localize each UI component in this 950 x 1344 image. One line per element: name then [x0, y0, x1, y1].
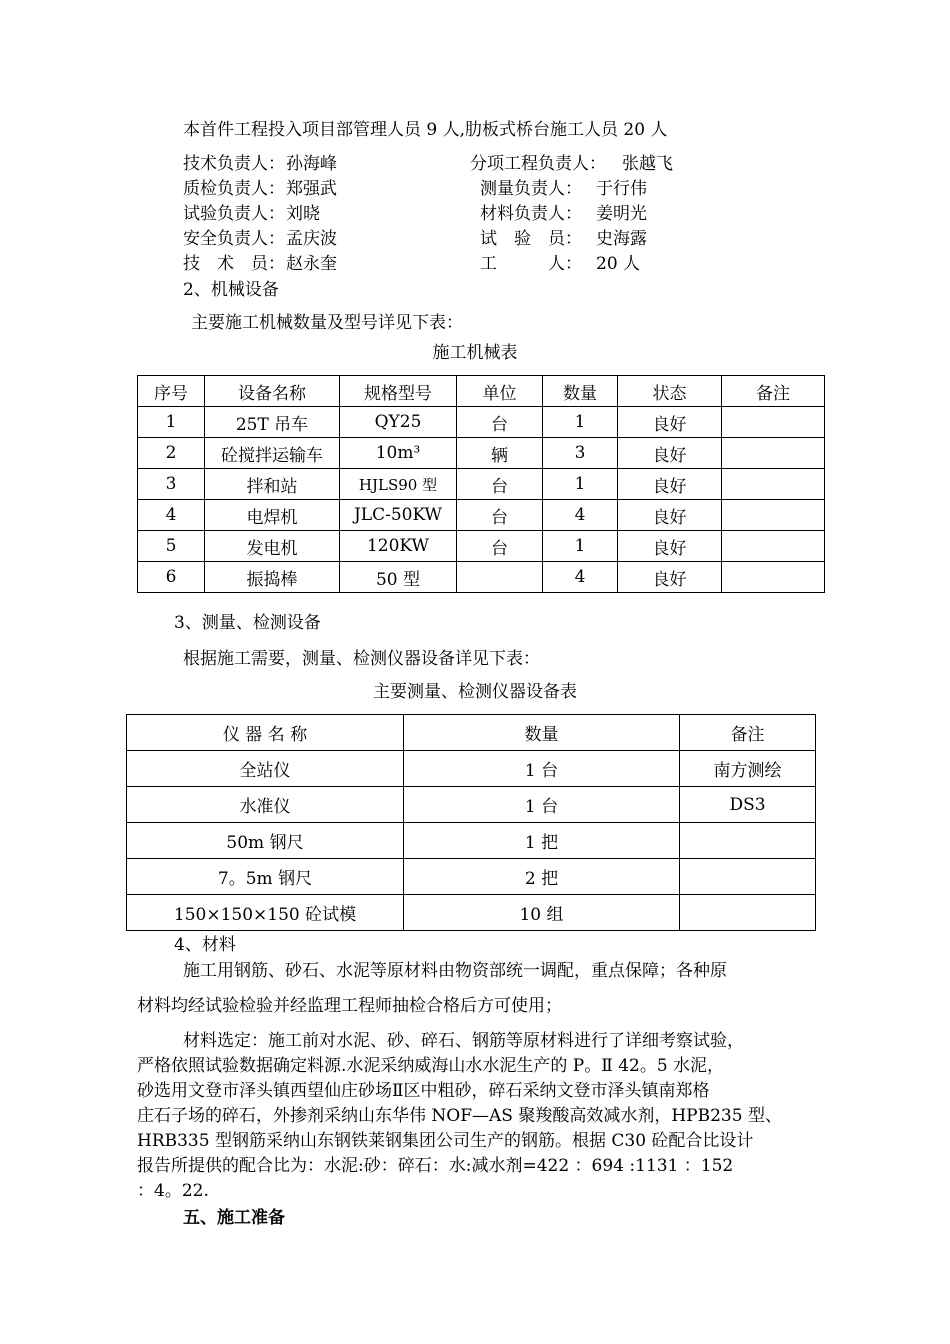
section-intro: 根据施工需要，测量、检测仪器设备详见下表： — [183, 649, 540, 669]
table-title: 施工机械表 — [432, 343, 518, 363]
table-cell: 120KW — [340, 531, 457, 562]
table-cell — [457, 562, 543, 593]
table-cell: 6 — [138, 562, 205, 593]
column-header: 备注 — [722, 376, 825, 407]
column-header: 状态 — [618, 376, 722, 407]
table-cell: 台 — [457, 500, 543, 531]
section-heading: 五、施工准备 — [183, 1208, 285, 1228]
table-cell: 水准仪 — [127, 787, 404, 823]
table-cell — [722, 407, 825, 438]
personnel-name: 郑强武 — [286, 179, 337, 199]
table-cell: 1 台 — [404, 751, 680, 787]
section-heading: 2、机械设备 — [183, 280, 279, 300]
instrument-table — [126, 714, 816, 931]
table-cell — [722, 500, 825, 531]
table-cell — [722, 469, 825, 500]
table-row — [138, 531, 825, 562]
table-cell: 3 — [138, 469, 205, 500]
table-cell: 5 — [138, 531, 205, 562]
personnel-name: 赵永奎 — [286, 254, 337, 274]
table-cell: 10m³ — [340, 438, 457, 469]
personnel-name: 20 人 — [596, 254, 641, 274]
section-intro: 主要施工机械数量及型号详见下表： — [191, 313, 463, 333]
table-row — [127, 751, 816, 787]
table-cell: 1 台 — [404, 787, 680, 823]
table-cell: 50m 钢尺 — [127, 823, 404, 859]
paragraph-line: 严格依照试验数据确定料源.水泥采纳威海山水水泥生产的 P。Ⅱ 42。5 水泥， — [137, 1056, 725, 1076]
personnel-name: 孙海峰 — [286, 154, 337, 174]
machinery-table — [137, 375, 825, 593]
table-cell — [680, 859, 816, 895]
table-row — [127, 859, 816, 895]
paragraph-line: 报告所提供的配合比为：水泥:砂：碎石：水:减水剂=422 ：694 :1131 ：152 — [137, 1156, 734, 1176]
table-cell: 3 — [543, 438, 618, 469]
column-header: 单位 — [457, 376, 543, 407]
column-header: 数量 — [543, 376, 618, 407]
table-cell: 7。5m 钢尺 — [127, 859, 404, 895]
paragraph-line: 施工用钢筋、砂石、水泥等原材料由物资部统一调配，重点保障；各种原 — [183, 961, 727, 981]
table-cell — [722, 438, 825, 469]
table-cell: 50 型 — [340, 562, 457, 593]
table-cell: 良好 — [618, 500, 722, 531]
personnel-role: 试验负责人： — [183, 204, 285, 224]
table-cell: 良好 — [618, 438, 722, 469]
section-heading: 3、测量、检测设备 — [174, 613, 321, 633]
personnel-name: 史海露 — [596, 229, 647, 249]
table-row — [127, 895, 816, 931]
table-cell: 台 — [457, 531, 543, 562]
table-cell: 拌和站 — [205, 469, 340, 500]
table-title: 主要测量、检测仪器设备表 — [373, 682, 577, 702]
column-header: 设备名称 — [205, 376, 340, 407]
column-header: 仪 器 名 称 — [127, 715, 404, 751]
table-cell — [722, 531, 825, 562]
table-cell: 4 — [543, 562, 618, 593]
table-cell: 发电机 — [205, 531, 340, 562]
table-cell: 150×150×150 砼试模 — [127, 895, 404, 931]
table-cell: 25T 吊车 — [205, 407, 340, 438]
table-cell: 10 组 — [404, 895, 680, 931]
column-header: 备注 — [680, 715, 816, 751]
table-cell: 良好 — [618, 469, 722, 500]
paragraph-line: 庄石子场的碎石，外掺剂采纳山东华伟 NOF—AS 聚羧酸高效减水剂，HPB235 型、 — [137, 1106, 782, 1126]
table-cell: 台 — [457, 469, 543, 500]
table-cell: 1 — [543, 469, 618, 500]
table-cell: 全站仪 — [127, 751, 404, 787]
table-cell: HJLS90 型 — [340, 469, 457, 500]
personnel-name: 张越飞 — [622, 154, 673, 174]
personnel-name: 孟庆波 — [286, 229, 337, 249]
table-row — [138, 500, 825, 531]
personnel-name: 刘晓 — [286, 204, 320, 224]
table-cell: 1 — [543, 407, 618, 438]
table-cell: 良好 — [618, 531, 722, 562]
personnel-name: 姜明光 — [596, 204, 647, 224]
table-cell: 辆 — [457, 438, 543, 469]
column-header: 序号 — [138, 376, 205, 407]
personnel-role: 分项工程负责人： — [470, 154, 606, 174]
table-row — [138, 407, 825, 438]
table-cell: 1 把 — [404, 823, 680, 859]
table-row — [138, 562, 825, 593]
section-heading: 4、材料 — [174, 935, 236, 955]
paragraph-line: HRB335 型钢筋采纳山东钢铁莱钢集团公司生产的钢筋。根据 C30 砼配合比设计 — [137, 1131, 754, 1151]
personnel-role: 测量负责人： — [480, 179, 582, 199]
table-cell: 1 — [543, 531, 618, 562]
table-row — [127, 787, 816, 823]
personnel-role: 质检负责人： — [183, 179, 285, 199]
table-cell: 良好 — [618, 407, 722, 438]
personnel-role: 工 人： — [480, 254, 582, 274]
table-cell: 南方测绘 — [680, 751, 816, 787]
table-cell — [722, 562, 825, 593]
table-cell: 砼搅拌运输车 — [205, 438, 340, 469]
personnel-role: 试 验 员： — [480, 229, 582, 249]
table-row — [138, 438, 825, 469]
intro-text: 本首件工程投入项目部管理人员 9 人,肋板式桥台施工人员 20 人 — [183, 120, 668, 140]
table-cell: 2 把 — [404, 859, 680, 895]
personnel-role: 材料负责人： — [480, 204, 582, 224]
table-cell: DS3 — [680, 787, 816, 823]
table-header-row — [138, 376, 825, 407]
table-cell: 振捣棒 — [205, 562, 340, 593]
column-header: 数量 — [404, 715, 680, 751]
table-cell: 4 — [138, 500, 205, 531]
table-header-row — [127, 715, 816, 751]
column-header: 规格型号 — [340, 376, 457, 407]
personnel-role: 技术负责人： — [183, 154, 285, 174]
table-cell: 2 — [138, 438, 205, 469]
table-row — [138, 469, 825, 500]
table-cell: 电焊机 — [205, 500, 340, 531]
table-row — [127, 823, 816, 859]
table-cell — [680, 823, 816, 859]
table-cell: 4 — [543, 500, 618, 531]
table-cell: QY25 — [340, 407, 457, 438]
table-cell: 良好 — [618, 562, 722, 593]
personnel-role: 技 术 员： — [183, 254, 285, 274]
table-cell: JLC-50KW — [340, 500, 457, 531]
personnel-name: 于行伟 — [596, 179, 647, 199]
table-cell: 1 — [138, 407, 205, 438]
paragraph-line: 砂选用文登市泽头镇西望仙庄砂场Ⅱ区中粗砂，碎石采纳文登市泽头镇南郑格 — [137, 1081, 710, 1101]
paragraph-line: 材料均经试验检验并经监理工程师抽检合格后方可使用； — [137, 996, 562, 1016]
table-cell: 台 — [457, 407, 543, 438]
paragraph-line: 材料选定：施工前对水泥、砂、碎石、钢筋等原材料进行了详细考察试验， — [183, 1031, 744, 1051]
table-cell — [680, 895, 816, 931]
personnel-role: 安全负责人： — [183, 229, 285, 249]
paragraph-line: ：4。22. — [137, 1181, 209, 1201]
